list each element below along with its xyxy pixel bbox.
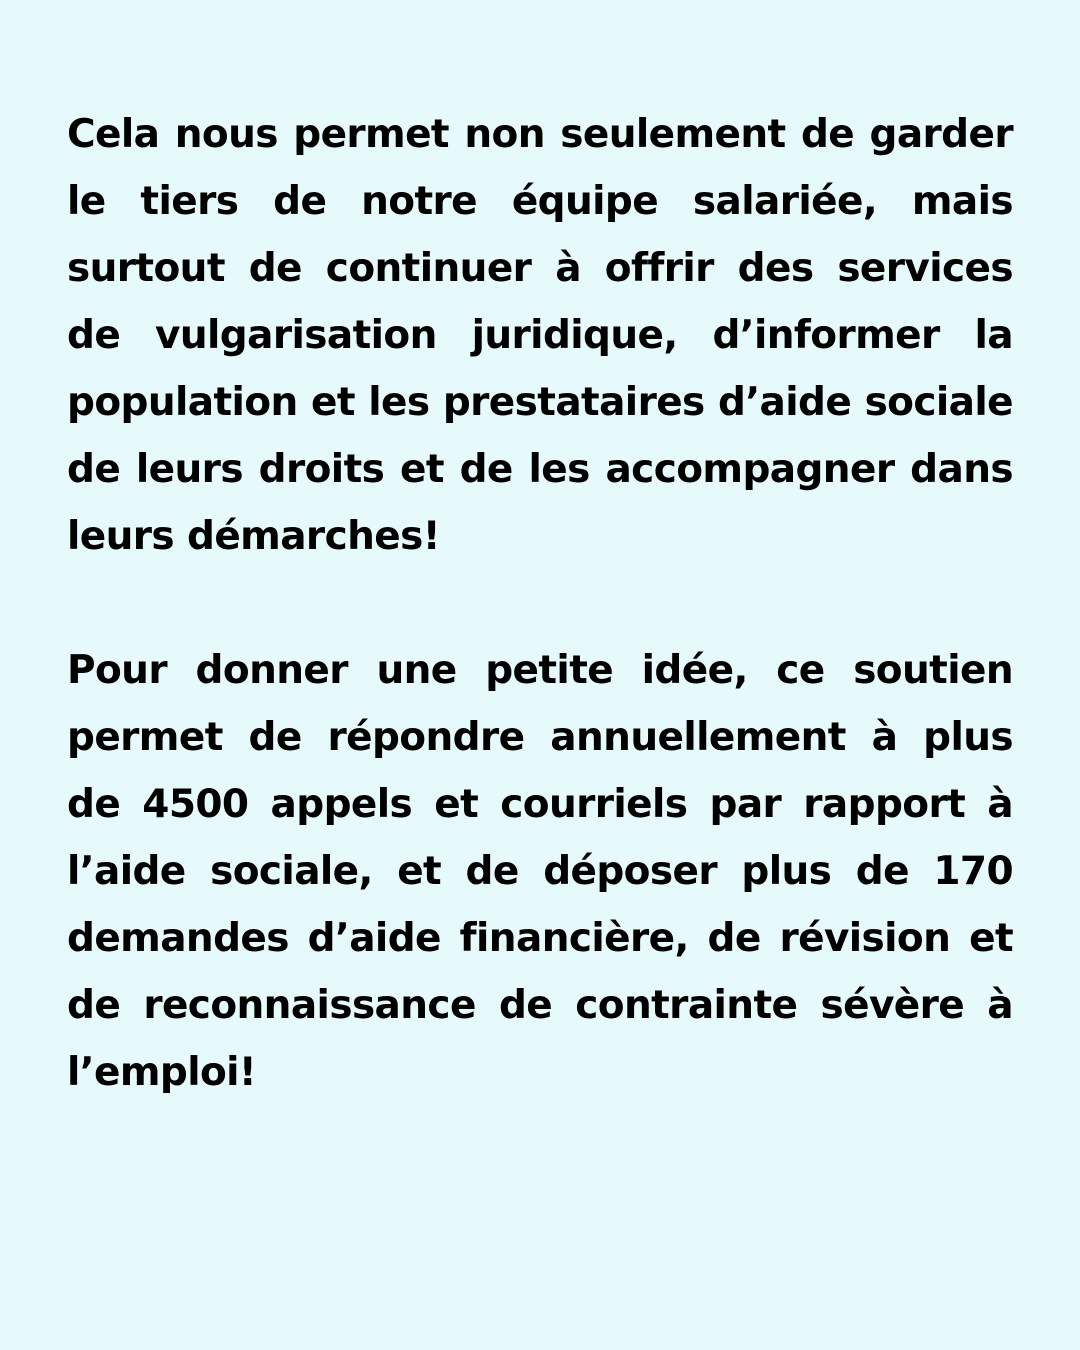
text-page xyxy=(67,101,1013,1106)
paragraph-1: Cela nous permet non seulement de garder le tiers de notre équipe salariée, mais surtout de continuer à offrir des services de vulgarisation juridique, d’informer la population et les prestataires d’aide sociale de leurs droits et de les accompagner dans leurs démarches! xyxy=(67,112,1013,559)
paragraph-2: Pour donner une petite idée, ce soutien permet de répondre annuellement à plus de 4500 appels et courriels par rapport à l’aide sociale, et de déposer plus de 170 demandes d’aide financière, de révision et de reconnaissance de contrainte sévère à l’emploi! xyxy=(67,648,1013,1095)
